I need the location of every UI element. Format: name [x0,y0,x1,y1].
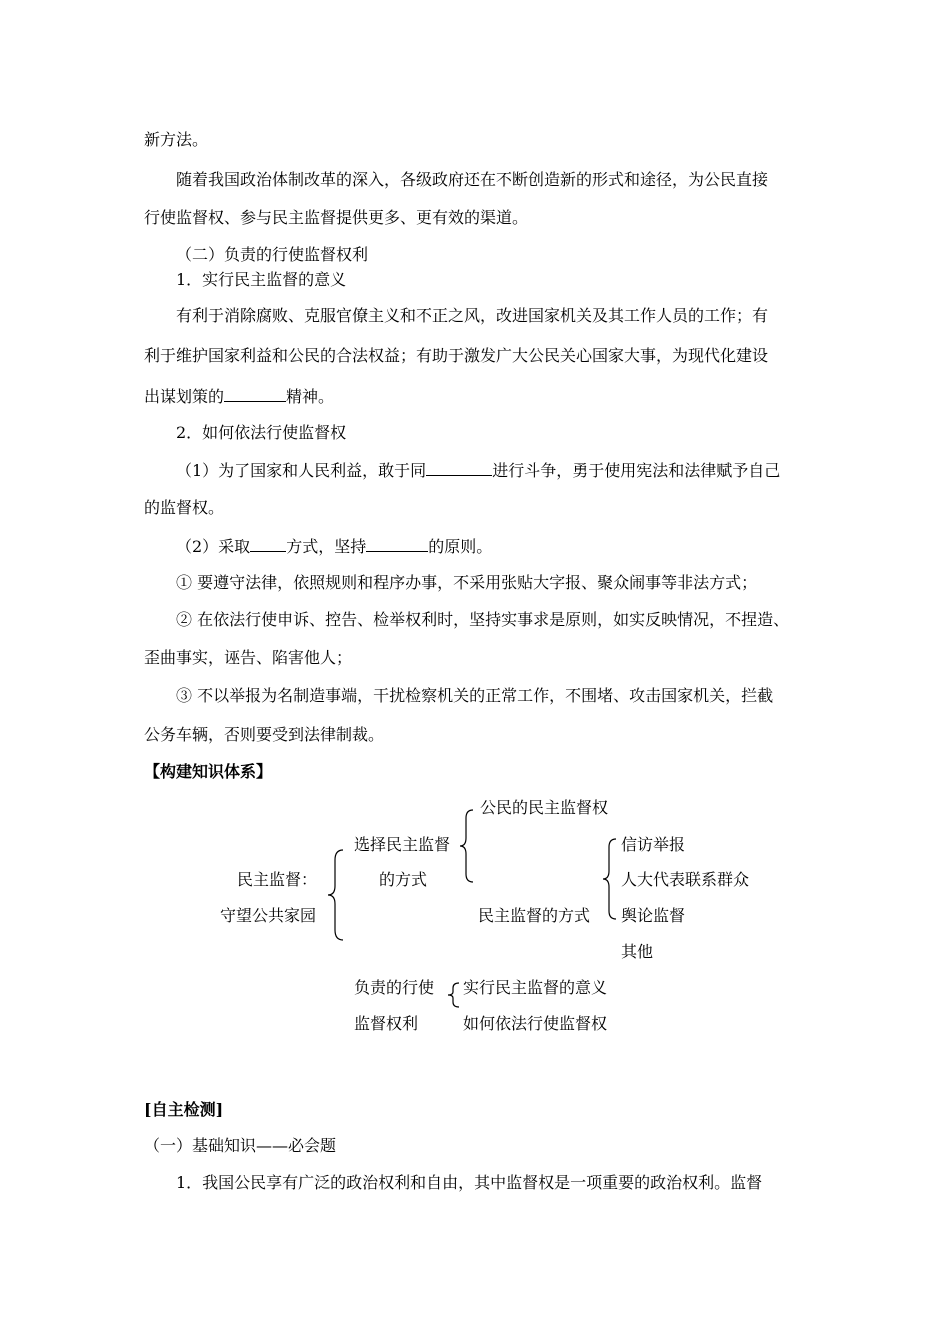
paragraph-line [176,536,492,557]
diagram-branch: 监督权利 [354,1014,419,1033]
diagram-heading: 【构建知识体系】 [144,762,273,781]
list-item: ① 要遵守法律，依照规则和程序办事，不采用张贴大字报、聚众闹事等非法方式； [176,573,758,592]
diagram-leaf: 人大代表联系群众 [621,870,750,889]
text-fragment: （2）采取 [176,537,251,556]
paragraph-line: 随着我国政治体制改革的深入，各级政府还在不断创造新的形式和途径，为公民直接 [176,170,769,189]
section-heading: （一）基础知识——必会题 [144,1136,337,1155]
paragraph-line: 利于维护国家利益和公民的合法权益；有助于激发广大公民关心国家大事，为现代化建设 [144,346,769,365]
paragraph-line: 有利于消除腐败、克服官僚主义和不正之风，改进国家机关及其工作人员的工作；有 [176,306,769,325]
diagram-leaf: 信访举报 [621,835,686,854]
list-item: ② 在依法行使申诉、控告、检举权利时，坚持实事求是原则，如实反映情况，不捏造、 [176,610,790,629]
diagram-leaf: 如何依法行使监督权 [463,1014,608,1033]
diagram-branch: 选择民主监督 [354,835,451,854]
diagram-leaf: 其他 [621,942,654,961]
brace-branch2 [446,981,462,1009]
paragraph-line: 行使监督权、参与民主监督提供更多、更有效的渠道。 [144,208,529,227]
fill-blank[interactable] [250,536,286,552]
text-fragment: （1）为了国家和人民利益，敢于同 [176,461,427,480]
brace-root [326,848,346,942]
question: 1．我国公民享有广泛的政治权利和自由，其中监督权是一项重要的政治权利。监督 [176,1173,763,1192]
text-fragment: 精神。 [286,387,335,406]
diagram-root: 民主监督： [237,870,318,889]
paragraph-line: 的监督权。 [144,498,225,517]
paragraph-line: 公务车辆，否则要受到法律制裁。 [144,725,385,744]
section-heading: （二）负责的行使监督权利 [176,245,369,264]
subheading: 2．如何依法行使监督权 [176,423,347,442]
diagram-node: 公民的民主监督权 [480,798,609,817]
list-item: ③ 不以举报为名制造事端，干扰检察机关的正常工作，不围堵、攻击国家机关，拦截 [176,686,774,705]
selfcheck-heading: [自主检测] [144,1100,224,1119]
paragraph-line [176,460,780,481]
text-fragment: 进行斗争，勇于使用宪法和法律赋予自己 [492,461,781,480]
diagram-node: 民主监督的方式 [478,906,591,925]
text-fragment: 出谋划策的 [144,387,225,406]
brace-branch1 [458,808,476,884]
paragraph-line: 新方法。 [144,130,209,149]
diagram-leaf: 实行民主监督的意义 [463,978,608,997]
diagram-branch: 负责的行使 [354,978,435,997]
subheading: 1．实行民主监督的意义 [176,270,347,289]
diagram-leaf: 舆论监督 [621,906,686,925]
paragraph-line: 歪曲事实，诬告、陷害他人； [144,648,353,667]
diagram-root: 守望公共家园 [220,906,317,925]
text-fragment: 方式，坚持 [286,537,367,556]
fill-blank[interactable] [426,460,492,476]
fill-blank[interactable] [366,536,428,552]
text-fragment: 的原则。 [428,537,493,556]
diagram-branch: 的方式 [379,870,428,889]
paragraph-line [144,386,334,407]
brace-ways [601,837,619,921]
fill-blank[interactable] [224,386,286,402]
